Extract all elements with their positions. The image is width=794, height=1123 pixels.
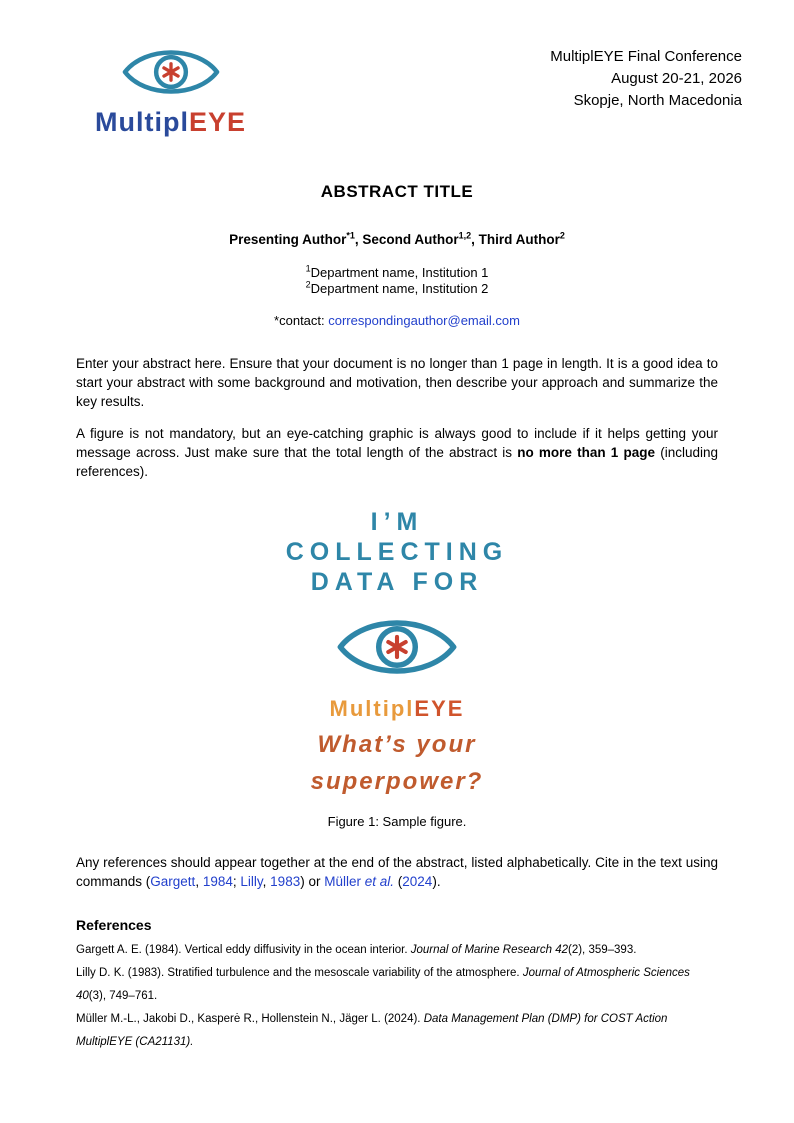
author-1-superscript: *1 [346,230,355,241]
conference-dates: August 20-21, 2026 [611,70,742,87]
citation-lilly-link[interactable]: Lilly [240,874,263,889]
figure-caption: Figure 1: Sample figure. [327,814,467,829]
conference-info [550,38,742,112]
reference-journal: Journal of Atmospheric Sciences 40 [76,967,690,1002]
author-separator: , [471,232,479,247]
references-paragraph [76,853,718,891]
figure-wordmark-eye: EYE [414,696,465,721]
conference-location: Skopje, North Macedonia [573,92,742,109]
affiliation-2-text: Department name, Institution 2 [310,281,489,296]
reference-pages: (2), 359–393. [568,944,637,956]
cite-paragraph-text: ( [394,874,403,889]
author-2 [362,232,478,247]
document-content [0,182,794,1054]
abstract-title: ABSTRACT TITLE [320,182,474,201]
figure-handwriting-line-2: COLLECTING [285,538,509,566]
figure-superpower-line-1: What’s your [317,731,477,758]
eye-logo-icon [119,38,223,111]
contact-email-link[interactable]: correspondingauthor@email.com [328,313,520,328]
references-list [76,939,718,1054]
logo-wordmark-multipl: Multipl [95,107,189,137]
figure-wordmark [76,696,718,722]
paragraph-2-bold-text: no more than 1 page [517,445,656,460]
author-3 [479,232,565,247]
figure-handwriting-line-3: DATA FOR [310,568,484,596]
citation-2024-link[interactable]: 2024 [402,874,433,889]
reference-entry [76,962,718,1008]
logo-wordmark [95,107,246,138]
affiliation-1-text: Department name, Institution 1 [310,265,489,280]
cite-separator: , [195,874,203,889]
citation-gargett-link[interactable]: Gargett [150,874,196,889]
author-2-superscript: 1,2 [458,230,472,241]
author-1 [229,232,362,247]
author-3-superscript: 2 [559,230,565,241]
figure-superpower-line-2: superpower? [310,768,484,795]
reference-journal: Journal of Marine Research 42 [410,944,568,956]
conference-name: MultiplEYE Final Conference [550,48,742,65]
citation-1984-link[interactable]: 1984 [202,874,233,889]
logo-wordmark-eye: EYE [188,107,247,137]
affiliations [76,265,718,297]
citation-1983-link[interactable]: 1983 [270,874,301,889]
paragraph-2-text: A figure is not mandatory, but an eye-catching graphic is always good to include if it helps getting your message across. Just make sure that the total length of the abstract is [76,426,718,460]
reference-pages: (3), 749–761. [88,990,158,1002]
cite-separator: ; [232,874,241,889]
contact-line [76,313,718,328]
reference-text: Müller M.-L., Jakobi D., Kasperė R., Hollenstein N., Jäger L. (2024). [76,1013,424,1025]
paragraph-2-text-end: (including references). [76,445,718,479]
reference-text: Lilly D. K. (1983). Stratified turbulence and the mesoscale variability of the atmosphere. [76,967,523,979]
author-1-name: Presenting Author [229,232,347,247]
author-separator: , [354,232,363,247]
author-3-name: Third Author [478,232,560,247]
reference-text: Gargett A. E. (1984). Vertical eddy diffusivity in the ocean interior. [76,944,411,956]
abstract-paragraph-2 [76,424,718,481]
sample-figure [76,507,718,829]
figure-wordmark-multipl: Multipl [329,696,415,721]
reference-entry [76,939,718,962]
abstract-paragraph-1: Enter your abstract here. Ensure that your document is no longer than 1 page in length. It is a good idea to start your abstract with some background and motivation, then describe your approach and summarize the key results. [76,356,718,409]
reference-title: Data Management Plan (DMP) for COST Action MultiplEYE (CA21131). [76,1013,668,1048]
affiliation-2 [76,281,718,297]
multipleye-logo [95,38,246,138]
cite-paragraph-text: Any references should appear together at the end of the abstract, listed alphabetically. Cite in the text using commands ( [76,855,718,889]
authors-line [76,232,718,247]
figure-handwriting-line-1: I’M [370,508,424,536]
affiliation-1-superscript: 1 [305,263,311,274]
cite-paragraph-text: ). [432,874,441,889]
figure-eye-logo-icon [76,605,718,694]
cite-paragraph-text: ) or [300,874,325,889]
affiliation-1 [76,265,718,281]
affiliation-2-superscript: 2 [305,279,311,290]
page-header [0,38,794,138]
reference-entry [76,1008,718,1054]
author-2-name: Second Author [362,232,459,247]
cite-separator: , [262,874,271,889]
references-heading: References [76,917,152,933]
citation-muller-link[interactable]: Müller [324,874,365,889]
contact-prefix: *contact: [274,313,329,328]
citation-etal-link[interactable]: et al. [364,874,395,889]
